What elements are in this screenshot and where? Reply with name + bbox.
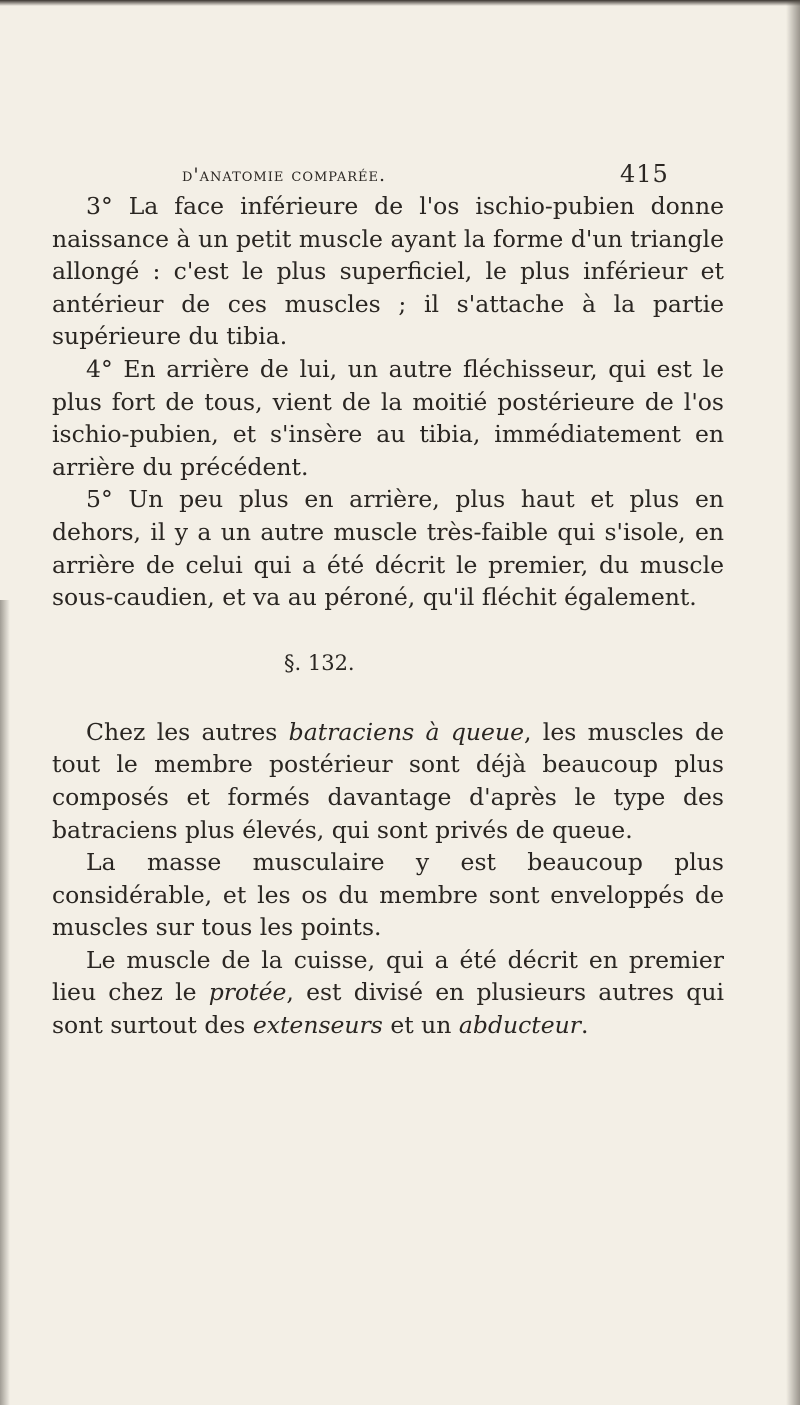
paragraph-batraciens <box>52 716 724 846</box>
paragraph-masse: La masse musculaire y est beaucoup plus considérable, et les os du membre sont enveloppés de muscles sur tous les points. <box>52 848 724 942</box>
italic-term-batraciens: batraciens à queue <box>288 717 524 746</box>
text-run: Le muscle de la cuisse, qui a été décrit en premier lieu chez le <box>52 945 724 1007</box>
text-run: Chez les autres <box>86 717 289 746</box>
page-number: 415 <box>620 160 669 188</box>
book-page <box>52 148 724 1042</box>
running-title: d'anatomie comparée. <box>182 164 387 186</box>
paragraph-muscle-cuisse <box>52 944 724 1042</box>
text-run: et un <box>382 1011 459 1040</box>
paragraph-3: 3° La face inférieure de l'os ischio-pubien donne naissance à un petit muscle ayant la forme d'un triangle allongé : c'est le plus superficiel, le plus inférieur et antérieur de ces muscles ; il s'attache à la partie supérieure du tibia. <box>52 192 724 351</box>
italic-term-protee: protée <box>208 978 287 1007</box>
italic-term-abducteur: abducteur <box>458 1011 582 1040</box>
section-heading: §. 132. <box>284 650 355 675</box>
text-run: . <box>581 1011 589 1040</box>
text-run: , est divisé en plusieurs autres qui sont surtout des <box>52 978 724 1040</box>
page-left-edge-shadow <box>0 600 10 1405</box>
running-head <box>52 148 724 190</box>
page-right-edge-shadow <box>786 0 800 1405</box>
paragraph-4: 4° En arrière de lui, un autre fléchisseur, qui est le plus fort de tous, vient de la moitié postérieure de l'os ischio-pubien, et s'insère au tibia, immédiatement en arrière du précédent. <box>52 354 724 481</box>
text-run: , les muscles de tout le membre postérieur sont déjà beaucoup plus composés et formés davantage d'après le type des batraciens plus élevés, qui sont privés de queue. <box>52 717 725 844</box>
italic-term-extenseurs: extenseurs <box>252 1011 383 1040</box>
page-top-edge-shadow <box>0 0 800 6</box>
paragraph-5: 5° Un peu plus en arrière, plus haut et plus en dehors, il y a un autre muscle très-faible qui s'isole, en arrière de celui qui a été décrit le premier, du muscle sous-caudien, et va au péroné, qu'il fléchit également. <box>52 485 724 612</box>
